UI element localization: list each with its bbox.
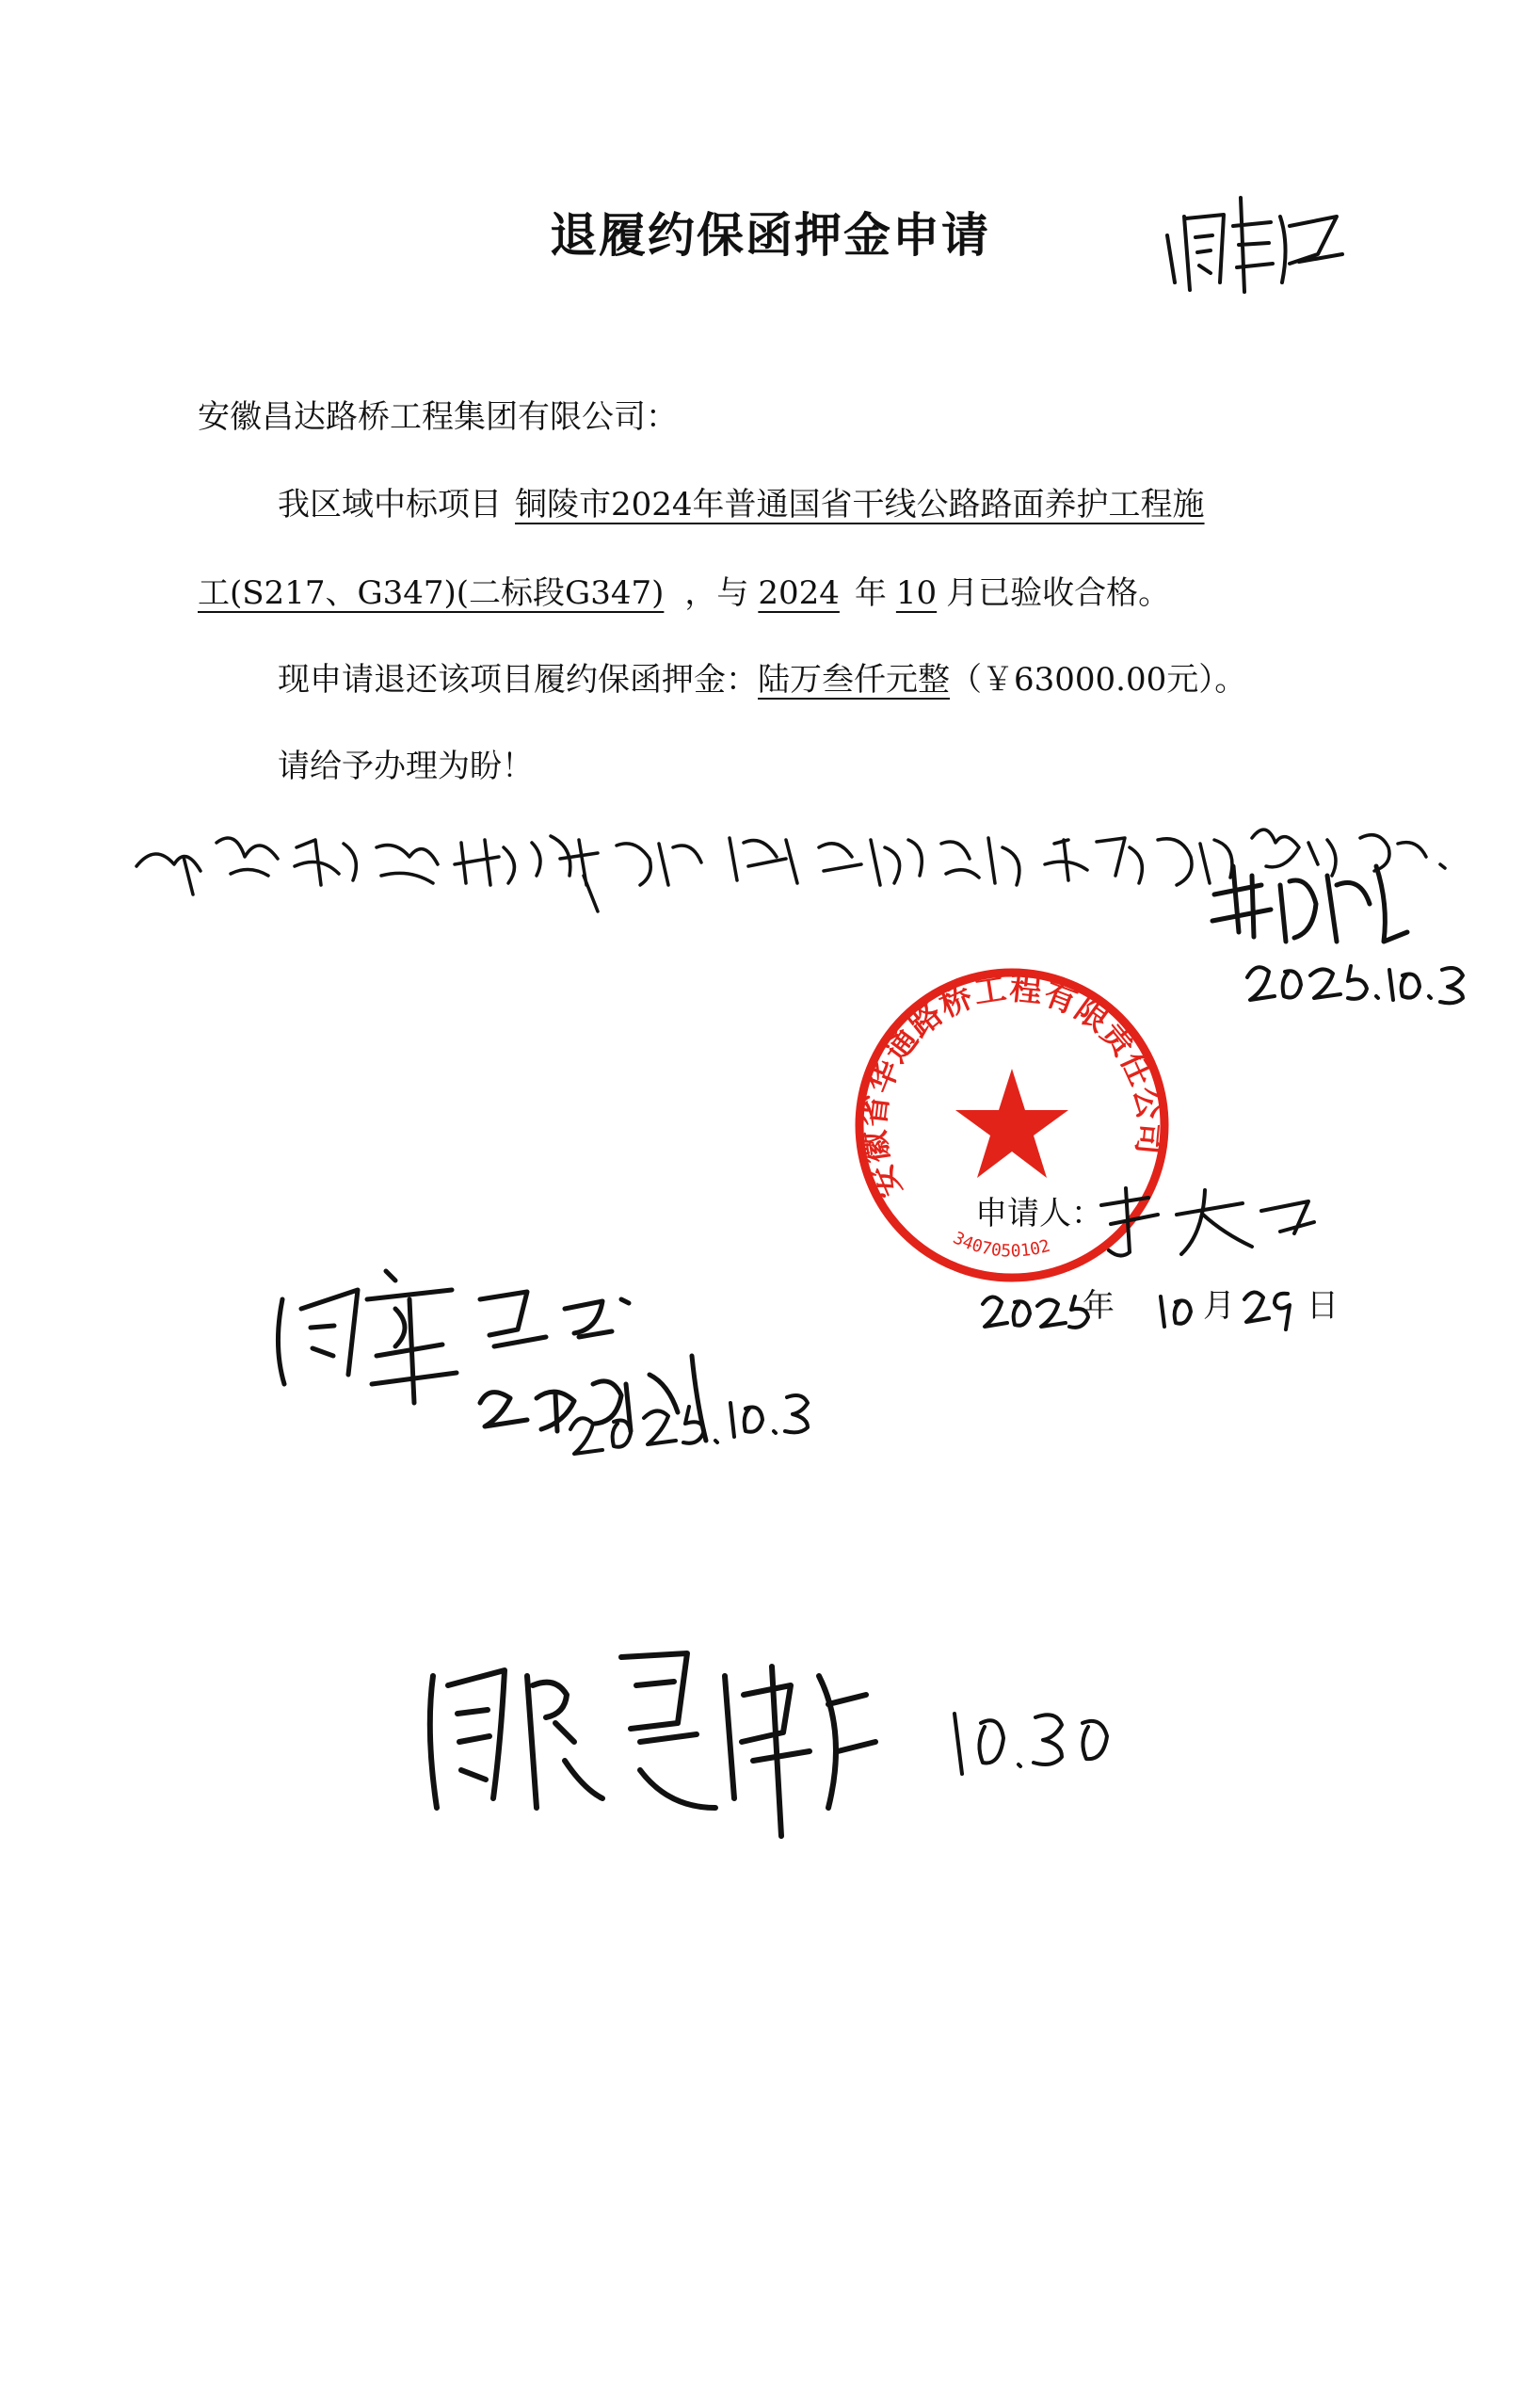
addressee: 安徽昌达路桥工程集团有限公司：	[198, 398, 678, 436]
applicant-date-year	[979, 1285, 1092, 1342]
amount-in-words: 陆万叁仟元整	[758, 661, 950, 699]
amount-in-figures: （￥63000.00元）。	[950, 661, 1247, 699]
applicant-signature	[1092, 1177, 1327, 1266]
approval-1-date	[565, 1375, 866, 1478]
applicant-date-month	[1153, 1285, 1210, 1337]
paragraph-project-line-2	[198, 574, 1171, 612]
paragraph-refund	[278, 661, 1247, 699]
acceptance-suffix: 月已验收合格。	[946, 574, 1171, 612]
date-day-unit: 日	[1307, 1287, 1339, 1325]
seal-star	[955, 1069, 1068, 1178]
seal-company-name: 安徽省华通路桥工程有限责任公司	[855, 969, 1169, 1203]
acceptance-month: 10	[895, 574, 938, 612]
year-unit: 年	[854, 574, 887, 612]
project-name-line-2: 工(S217、G347)(二标段G347)	[198, 574, 665, 612]
refund-prefix: 现申请退还该项目履约保函押金：	[278, 661, 758, 699]
paragraph-prefix: 我区域中标项目	[278, 486, 502, 524]
connector-text: ，与	[684, 574, 749, 612]
acceptance-year: 2024	[758, 574, 840, 612]
approval-2-date	[941, 1695, 1148, 1789]
applicant-label: 申请人：	[975, 1195, 1103, 1232]
project-name-line-1: 铜陵市2024年普通国省干线公路路面养护工程施	[515, 486, 1205, 524]
paragraph-project-line-1	[278, 486, 1205, 524]
note-date	[1243, 951, 1478, 1007]
closing-line: 请给予办理为盼！	[278, 748, 534, 785]
date-year-unit: 年	[1083, 1287, 1115, 1325]
date-month-unit: 月	[1203, 1287, 1235, 1325]
seal-code: 3407050102	[950, 1228, 1052, 1262]
handwritten-approval-top	[1158, 179, 1356, 301]
note-date-strokes	[1243, 951, 1478, 1007]
document-title: 退履约保函押金申请	[550, 208, 990, 263]
applicant-date-day	[1241, 1281, 1297, 1337]
